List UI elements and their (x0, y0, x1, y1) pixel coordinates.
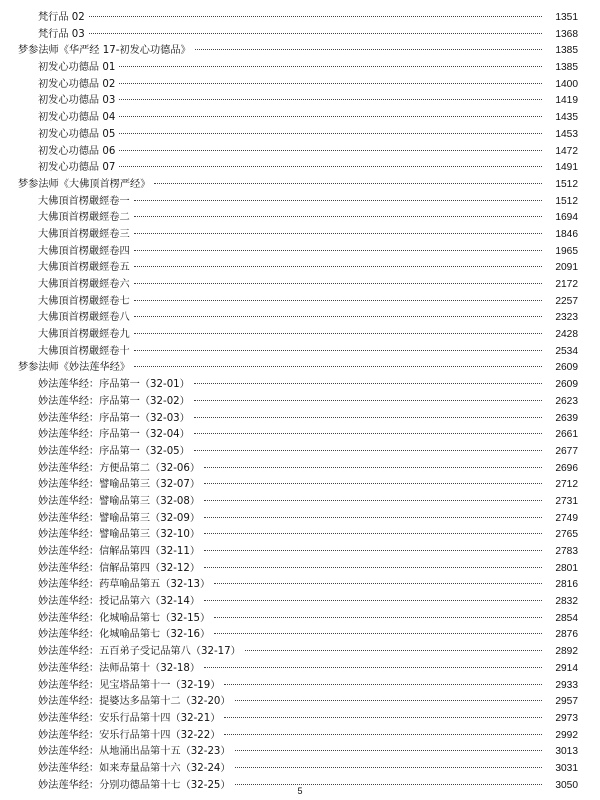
toc-entry-title: 梦参法师《华严经 17-初发心功德品》 (18, 45, 191, 57)
dot-leader (119, 132, 542, 134)
dot-leader (194, 416, 542, 418)
toc-entry-page-number: 2731 (555, 495, 578, 507)
toc-entry[interactable] (0, 327, 600, 344)
toc-entry[interactable] (0, 377, 600, 394)
dot-leader (204, 549, 542, 551)
toc-entry-page-number: 1400 (555, 78, 578, 90)
dot-leader (235, 766, 542, 768)
toc-entry-title: 妙法莲华经：方便品第二（32-06） (38, 462, 201, 474)
toc-entry[interactable] (0, 611, 600, 628)
toc-entry[interactable] (0, 194, 600, 211)
toc-entry-page-number: 2534 (555, 345, 578, 357)
toc-entry-page-number: 1512 (555, 195, 578, 207)
toc-entry-page-number: 2749 (555, 512, 578, 524)
toc-entry-page-number: 2712 (555, 479, 578, 491)
toc-entry[interactable] (0, 711, 600, 728)
toc-entry[interactable] (0, 461, 600, 478)
dot-leader (134, 299, 542, 301)
dot-leader (119, 82, 542, 84)
toc-entry-title: 妙法莲华经：序品第一（32-04） (38, 429, 190, 441)
toc-entry[interactable] (0, 294, 600, 311)
toc-entry[interactable] (0, 577, 600, 594)
toc-entry-title: 大佛頂首楞嚴經卷五 (38, 262, 130, 274)
toc-entry-title: 初发心功德品 04 (38, 112, 116, 124)
toc-entry-page-number: 1694 (555, 212, 578, 224)
toc-entry-page-number: 2623 (555, 395, 578, 407)
toc-entry-title: 大佛頂首楞嚴經卷六 (38, 279, 130, 290)
toc-entry-title: 大佛頂首楞嚴經卷八 (38, 312, 130, 324)
dot-leader (235, 749, 542, 751)
toc-entry-title: 初发心功德品 06 (38, 145, 116, 157)
dot-leader (154, 182, 542, 184)
table-of-contents (0, 10, 600, 794)
toc-entry[interactable] (0, 93, 600, 110)
toc-entry[interactable] (0, 10, 600, 27)
dot-leader (134, 282, 542, 284)
toc-entry[interactable] (0, 728, 600, 745)
toc-entry-title: 妙法莲华经：序品第一（32-01） (38, 379, 190, 391)
toc-entry-page-number: 2933 (555, 679, 578, 691)
toc-section-heading[interactable] (0, 360, 600, 377)
toc-entry-title: 妙法莲华经：序品第一（32-03） (38, 412, 190, 424)
toc-entry-title: 妙法莲华经：见宝塔品第十一（32-19） (38, 679, 221, 691)
dot-leader (204, 516, 542, 518)
toc-entry-title: 初发心功德品 01 (38, 62, 116, 74)
toc-entry-title: 妙法莲华经：法师品第十（32-18） (38, 662, 201, 674)
toc-entry-page-number: 2957 (555, 696, 578, 708)
toc-entry[interactable] (0, 110, 600, 127)
toc-entry[interactable] (0, 494, 600, 511)
toc-entry-title: 妙法莲华经：五百弟子受记品第八（32-17） (38, 646, 241, 658)
dot-leader (194, 382, 542, 384)
toc-entry[interactable] (0, 627, 600, 644)
toc-entry[interactable] (0, 60, 600, 77)
dot-leader (224, 716, 542, 718)
toc-entry-title: 妙法莲华经：安乐行品第十四（32-22） (38, 729, 221, 741)
toc-entry-page-number: 2428 (555, 329, 578, 341)
toc-entry-page-number: 2914 (555, 662, 578, 674)
toc-entry-page-number: 2876 (555, 629, 578, 641)
toc-entry[interactable] (0, 511, 600, 528)
dot-leader (235, 699, 542, 701)
dot-leader (204, 666, 542, 668)
toc-entry-page-number: 2609 (555, 379, 578, 391)
toc-entry-title: 大佛頂首楞嚴經卷七 (38, 295, 130, 307)
toc-entry-title: 大佛頂首楞嚴經卷十 (38, 345, 130, 357)
toc-entry-page-number: 2661 (555, 429, 578, 441)
toc-entry[interactable] (0, 227, 600, 244)
dot-leader (119, 98, 542, 100)
toc-entry[interactable] (0, 694, 600, 711)
dot-leader (119, 165, 542, 167)
dot-leader (194, 432, 542, 434)
toc-entry-page-number: 2677 (555, 445, 578, 457)
dot-leader (134, 315, 542, 317)
toc-entry[interactable] (0, 210, 600, 227)
dot-leader (195, 48, 542, 50)
toc-entry-page-number: 1965 (555, 245, 578, 257)
toc-section-heading[interactable] (0, 43, 600, 60)
toc-entry-page-number: 3013 (555, 746, 578, 758)
dot-leader (134, 249, 542, 251)
toc-entry[interactable] (0, 260, 600, 277)
toc-entry[interactable] (0, 277, 600, 294)
toc-entry-page-number: 2801 (555, 562, 578, 574)
toc-entry[interactable] (0, 394, 600, 411)
dot-leader (119, 115, 542, 117)
toc-entry-title: 妙法莲华经：序品第一（32-05） (38, 445, 190, 457)
toc-entry[interactable] (0, 127, 600, 144)
toc-entry-title: 妙法莲华经：化城喻品第七（32-15） (38, 612, 211, 624)
toc-entry[interactable] (0, 527, 600, 544)
dot-leader (194, 399, 542, 401)
toc-entry[interactable] (0, 344, 600, 361)
toc-entry-title: 妙法莲华经：譬喻品第三（32-09） (38, 512, 201, 524)
toc-entry-title: 梦参法师《妙法莲华经》 (18, 362, 131, 374)
toc-entry-page-number: 2323 (555, 312, 578, 324)
toc-entry-title: 梵行品 03 (38, 28, 85, 40)
toc-entry-title: 初发心功德品 05 (38, 128, 116, 140)
dot-leader (134, 365, 542, 367)
toc-entry-page-number: 1453 (555, 128, 578, 140)
toc-entry-page-number: 1512 (555, 178, 578, 190)
toc-entry-page-number: 2639 (555, 412, 578, 424)
dot-leader (245, 649, 542, 651)
dot-leader (119, 149, 542, 151)
toc-entry[interactable] (0, 310, 600, 327)
toc-entry-page-number: 3050 (555, 779, 578, 791)
toc-entry-title: 妙法莲华经：信解品第四（32-12） (38, 562, 201, 574)
toc-entry-title: 妙法莲华经：化城喻品第七（32-16） (38, 629, 211, 641)
toc-entry[interactable] (0, 160, 600, 177)
dot-leader (224, 733, 542, 735)
toc-entry-title: 妙法莲华经：信解品第四（32-11） (38, 546, 201, 557)
toc-entry-title: 梵行品 02 (38, 12, 85, 23)
dot-leader (134, 265, 542, 267)
dot-leader (134, 199, 542, 201)
toc-entry[interactable] (0, 761, 600, 778)
dot-leader (89, 15, 542, 17)
dot-leader (204, 482, 542, 484)
dot-leader (214, 632, 542, 634)
toc-entry-title: 妙法莲华经：提婆达多品第十二（32-20） (38, 696, 231, 708)
toc-entry-title: 初发心功德品 03 (38, 95, 116, 107)
toc-entry-page-number: 1385 (555, 62, 578, 74)
toc-entry-title: 大佛頂首楞嚴經卷二 (38, 212, 130, 224)
dot-leader (204, 466, 542, 468)
toc-entry-page-number: 1472 (555, 145, 578, 157)
toc-entry-title: 妙法莲华经：授记品第六（32-14） (38, 596, 201, 608)
dot-leader (204, 532, 542, 534)
dot-leader (214, 582, 542, 584)
dot-leader (134, 232, 542, 234)
toc-entry[interactable] (0, 77, 600, 94)
toc-entry-page-number: 2816 (555, 579, 578, 591)
dot-leader (134, 215, 542, 217)
toc-entry-page-number: 1419 (555, 95, 578, 107)
toc-entry-page-number: 2696 (555, 462, 578, 474)
toc-entry[interactable] (0, 594, 600, 611)
dot-leader (204, 566, 542, 568)
dot-leader (214, 616, 542, 618)
toc-entry-page-number: 1491 (555, 162, 578, 174)
dot-leader (204, 499, 542, 501)
toc-entry-page-number: 3031 (555, 762, 578, 774)
page-number: 5 (297, 786, 303, 796)
toc-entry-page-number: 2172 (555, 279, 578, 290)
dot-leader (224, 683, 542, 685)
dot-leader (134, 332, 542, 334)
toc-entry-page-number: 2765 (555, 529, 578, 541)
toc-entry-page-number: 2783 (555, 546, 578, 557)
toc-entry[interactable] (0, 427, 600, 444)
toc-entry-page-number: 1351 (555, 12, 578, 23)
toc-entry-page-number: 2892 (555, 646, 578, 658)
toc-entry-title: 初发心功德品 07 (38, 162, 116, 174)
toc-entry-title: 妙法莲华经：譬喻品第三（32-08） (38, 495, 201, 507)
toc-entry-title: 妙法莲华经：从地涌出品第十五（32-23） (38, 746, 231, 758)
toc-entry[interactable] (0, 644, 600, 661)
toc-entry-title: 妙法莲华经：序品第一（32-02） (38, 395, 190, 407)
toc-entry[interactable] (0, 678, 600, 695)
toc-entry-title: 妙法莲华经：安乐行品第十四（32-21） (38, 712, 221, 724)
dot-leader (134, 349, 542, 351)
toc-entry[interactable] (0, 411, 600, 428)
toc-entry-title: 妙法莲华经：分别功德品第十七（32-25） (38, 779, 231, 791)
toc-entry-title: 妙法莲华经：譬喻品第三（32-10） (38, 529, 201, 541)
toc-entry[interactable] (0, 744, 600, 761)
toc-entry-title: 妙法莲华经：药草喻品第五（32-13） (38, 579, 211, 591)
toc-entry[interactable] (0, 444, 600, 461)
toc-entry-title: 大佛頂首楞嚴經卷三 (38, 228, 130, 240)
toc-entry[interactable] (0, 144, 600, 161)
toc-entry-title: 大佛頂首楞嚴經卷一 (38, 195, 130, 207)
toc-entry-title: 大佛頂首楞嚴經卷九 (38, 329, 130, 341)
dot-leader (235, 783, 542, 785)
toc-entry-title: 初发心功德品 02 (38, 78, 116, 90)
toc-entry-title: 妙法莲华经：如来寿量品第十六（32-24） (38, 762, 231, 774)
dot-leader (89, 32, 542, 34)
toc-entry[interactable] (0, 477, 600, 494)
toc-entry-page-number: 1435 (555, 112, 578, 124)
dot-leader (194, 449, 542, 451)
toc-entry-title: 大佛頂首楞嚴經卷四 (38, 245, 130, 257)
toc-entry-title: 妙法莲华经：譬喻品第三（32-07） (38, 479, 201, 491)
toc-entry[interactable] (0, 27, 600, 44)
toc-entry[interactable] (0, 244, 600, 261)
toc-entry-page-number: 2832 (555, 596, 578, 608)
toc-entry[interactable] (0, 661, 600, 678)
dot-leader (204, 599, 542, 601)
toc-entry-page-number: 2609 (555, 362, 578, 374)
toc-entry[interactable] (0, 544, 600, 561)
toc-entry-page-number: 1368 (555, 28, 578, 40)
toc-entry-page-number: 2257 (555, 295, 578, 307)
toc-entry-page-number: 2854 (555, 612, 578, 624)
toc-entry-page-number: 2091 (555, 262, 578, 274)
dot-leader (119, 65, 542, 67)
toc-entry-page-number: 2973 (555, 712, 578, 724)
toc-entry-page-number: 2992 (555, 729, 578, 741)
toc-section-heading[interactable] (0, 177, 600, 194)
toc-entry-page-number: 1846 (555, 228, 578, 240)
toc-entry[interactable] (0, 561, 600, 578)
toc-entry-title: 梦参法师《大佛顶首楞严经》 (18, 178, 151, 190)
toc-entry-page-number: 1385 (555, 45, 578, 57)
